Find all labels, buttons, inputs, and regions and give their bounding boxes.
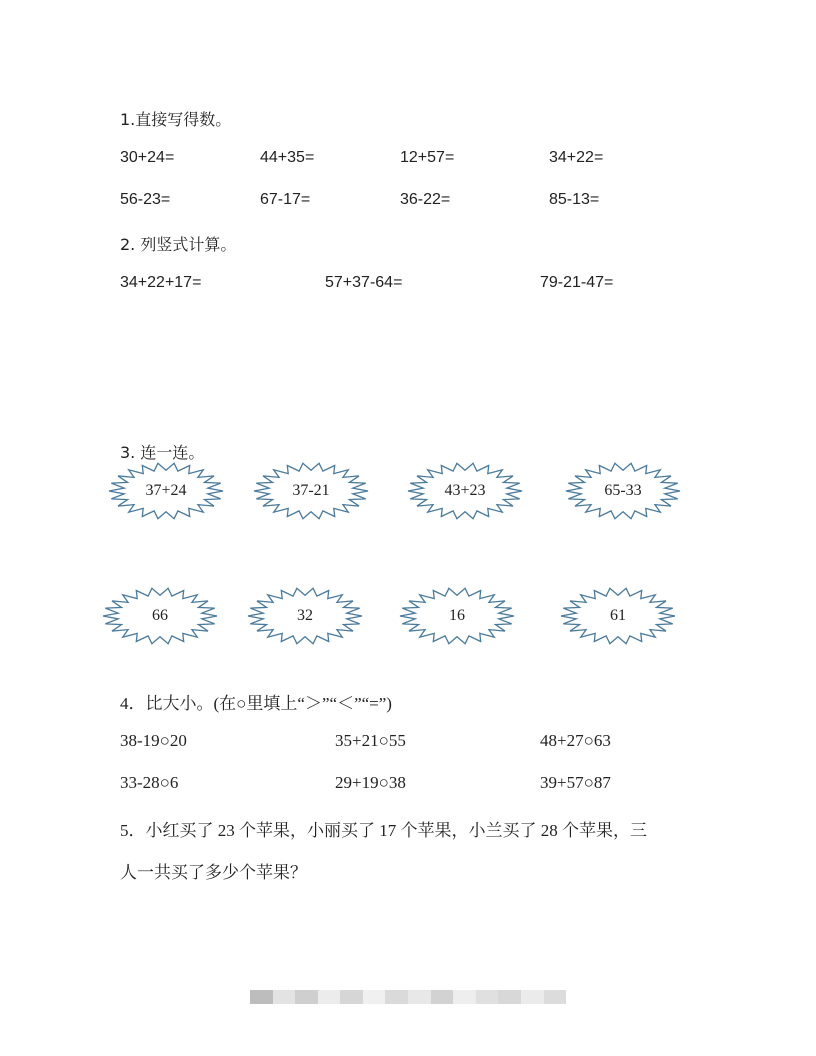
starburst-expression[interactable] (108, 462, 224, 520)
q2-item: 57+37-64= (325, 274, 403, 291)
starburst-label: 66 (152, 607, 168, 624)
starburst-label: 43+23 (444, 482, 486, 499)
starburst-answer[interactable] (399, 587, 515, 645)
q5-line: 人一共买了多少个苹果？ (120, 863, 307, 882)
starburst-answer[interactable] (560, 587, 676, 645)
q4-item: 39+57○87 (540, 773, 611, 792)
q1-item: 56-23= (120, 191, 171, 208)
q4-item: 35+21○55 (335, 731, 406, 750)
starburst-label: 61 (610, 607, 626, 624)
q4-item: 38-19○20 (120, 731, 187, 750)
q1-item: 85-13= (549, 191, 600, 208)
starburst-expression[interactable] (407, 462, 523, 520)
starburst-expression[interactable] (253, 462, 369, 520)
q4-item: 48+27○63 (540, 731, 611, 750)
q1-item: 34+22= (549, 149, 604, 166)
q2-item: 34+22+17= (120, 274, 202, 291)
q5-line: 5．小红买了 23 个苹果，小丽买了 17 个苹果，小兰买了 28 个苹果，三 (120, 821, 647, 840)
starburst-expression[interactable] (565, 462, 681, 520)
starburst-label: 65-33 (604, 482, 642, 499)
q1-item: 44+35= (260, 149, 315, 166)
q1-item: 12+57= (400, 149, 455, 166)
q3-title: 3. 连一连。 (120, 443, 205, 462)
q4-item: 29+19○38 (335, 773, 406, 792)
q1-title: 1.直接写得数。 (120, 110, 232, 129)
q4-title: 4．比大小。(在○里填上“＞”“＜”“=”) (120, 694, 392, 713)
q1-item: 36-22= (400, 191, 451, 208)
starburst-label: 37-21 (292, 482, 330, 499)
q1-item: 30+24= (120, 149, 175, 166)
q1-item: 67-17= (260, 191, 311, 208)
starburst-label: 32 (297, 607, 313, 624)
q2-item: 79-21-47= (540, 274, 614, 291)
starburst-answer[interactable] (247, 587, 363, 645)
starburst-label: 37+24 (145, 482, 187, 499)
starburst-label: 16 (449, 607, 465, 624)
footer-watermark (250, 990, 566, 1004)
q4-item: 33-28○6 (120, 773, 179, 792)
starburst-answer[interactable] (102, 587, 218, 645)
q2-title: 2. 列竖式计算。 (120, 235, 237, 254)
